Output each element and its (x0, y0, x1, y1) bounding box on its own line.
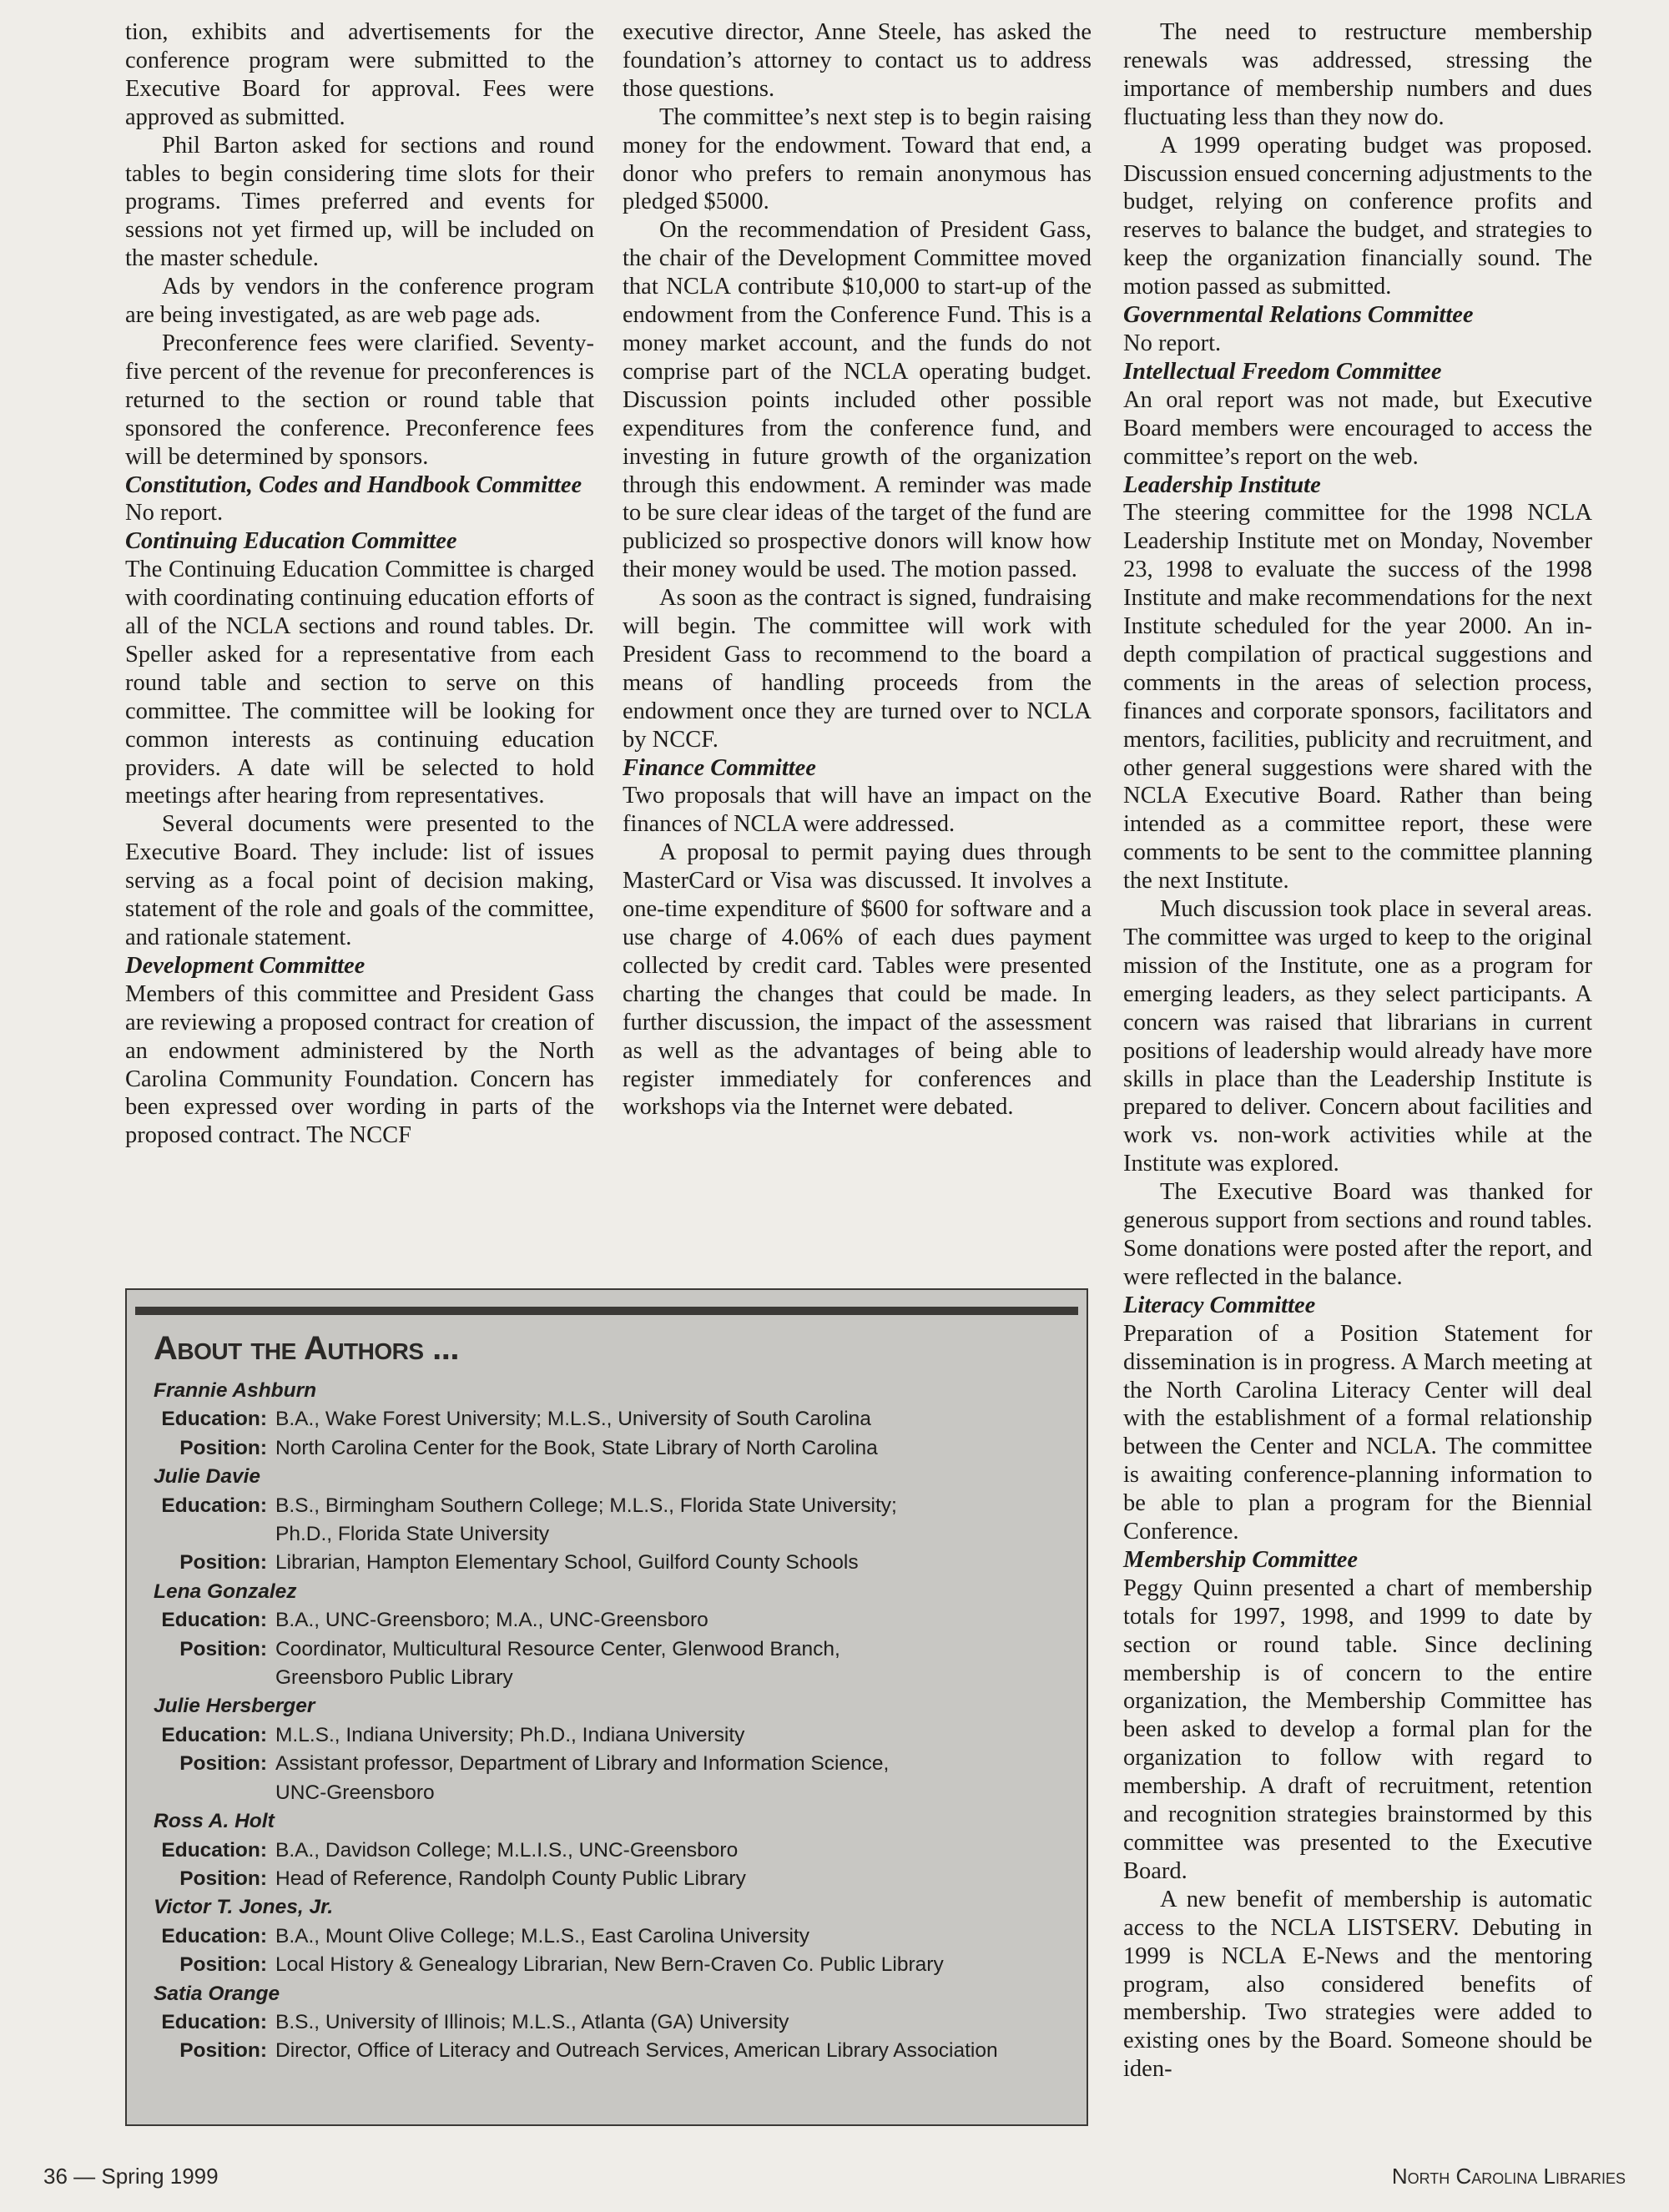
position-label: Position: (179, 1953, 267, 1977)
position-label: Position: (179, 2039, 267, 2063)
education-label: Education: (161, 1609, 267, 1632)
author-position-row (154, 1865, 1070, 1893)
education-value: B.S., Birmingham Southern College; M.L.S., Florida State University; (275, 1494, 897, 1517)
author-education-row (154, 1520, 1070, 1549)
education-label: Education: (161, 1723, 267, 1746)
folio-journal-title: North Carolina Libraries (1391, 2164, 1626, 2189)
author-name: Satia Orange (154, 1982, 280, 2005)
position-label: Position: (179, 1436, 267, 1459)
position-value: North Carolina Center for the Book, State Library of North Carolina (275, 1436, 878, 1459)
author-name: Lena Gonzalez (154, 1580, 297, 1603)
paragraph: The steering committee for the 1998 NCLA Leadership Institute met on Monday, November 23, 1998 to evaluate the success of the 1998 Institute and make recommendations for the next Institute scheduled for the year 2000. An in-depth compilation of practical suggestions and comments in the areas of selection process, finances and corporate sponsors, facilitators and mentors, facilities, publicity and recruitment, and other general suggestions were shared with the NCLA Executive Board. Rather than being intended as a committee report, these were comments to be sent to the committee planning the next Institute. (1123, 500, 1592, 894)
text-column-3 (1123, 18, 1592, 2084)
paragraph: An oral report was not made, but Executive Board members were encouraged to access the committee’s report on the web. (1123, 386, 1592, 470)
paragraph: As soon as the contract is signed, fundraising will begin. The committee will work with President Gass to recommend to the board a means of handling proceeds from the endowment once they are turned over to NCLA by NCCF. (623, 585, 1092, 753)
box-top-rule (135, 1307, 1078, 1315)
paragraph: A 1999 operating budget was proposed. Discussion ensued concerning adjustments to the budget, relying on conference profits and reserves to balance the budget, and strategies to keep the organization financially sound. The motion passed as submitted. (1123, 132, 1592, 300)
position-label (154, 1664, 275, 1692)
paragraph: Preconference fees were clarified. Seventy-five percent of the revenue for preconferences is returned to the section or round table that sponsored the conference. Preconference fees will be determined by sponsors. (125, 330, 594, 470)
author-education-row (154, 1721, 1070, 1750)
author-position-row (154, 1635, 1070, 1664)
position-value: Librarian, Hampton Elementary School, Guilford County Schools (275, 1551, 859, 1575)
paragraph: The Executive Board was thanked for generous support from sections and round tables. Some donations were posted after the report, and were reflected in the balance. (1123, 1179, 1592, 1290)
author-position-row (154, 1549, 1070, 1577)
education-label: Education: (161, 1838, 267, 1862)
paragraph: The Continuing Education Committee is charged with coordinating continuing education efforts of all of the NCLA sections and round tables. Dr. Speller asked for a representative from each round table and section to serve on this committee. The committee will be looking for common interests as continuing education providers. A date will be selected to hold meetings after hearing from representatives. (125, 557, 594, 809)
about-the-authors-box (125, 1288, 1088, 2126)
section-heading: Development Committee (125, 952, 366, 979)
position-value: Director, Office of Literacy and Outreach Services, American Library Association (275, 2039, 998, 2063)
author-position-row (154, 1664, 1070, 1692)
position-value: Local History & Genealogy Librarian, New Bern-Craven Co. Public Library (275, 1953, 944, 1977)
education-value: B.A., Wake Forest University; M.L.S., University of South Carolina (275, 1408, 871, 1431)
education-value: Ph.D., Florida State University (275, 1523, 550, 1546)
education-value: B.A., Davidson College; M.L.I.S., UNC-Greensboro (275, 1838, 739, 1862)
paragraph: A proposal to permit paying dues through MasterCard or Visa was discussed. It involves a one-time expenditure of $600 for software and a use charge of 4.06% of each dues payment collected by credit card. Tables were presented charting the changes that could be made. In further discussion, the impact of the assessment as well as the advantages of being able to register immediately for conferences and workshops via the Internet were debated. (623, 839, 1092, 1121)
section-heading: Leadership Institute (1123, 471, 1321, 498)
author-position-row (154, 2037, 1070, 2065)
author-education-row (154, 1492, 1070, 1520)
author-education-row (154, 2008, 1070, 2037)
position-label: Position: (179, 1752, 267, 1776)
section-heading: Intellectual Freedom Committee (1123, 358, 1442, 385)
paragraph: tion, exhibits and advertisements for the conference program were submitted to the Executive Board for approval. Fees were approved as submitted. (125, 19, 594, 130)
author-position-row (154, 1779, 1070, 1807)
paragraph: No report. (1123, 330, 1222, 356)
author-position-row (154, 1750, 1070, 1778)
position-label: Position: (179, 1551, 267, 1575)
paragraph: Ads by vendors in the conference program are being investigated, as are web page ads. (125, 274, 594, 329)
section-heading: Governmental Relations Committee (1123, 302, 1474, 329)
position-label (154, 1779, 275, 1807)
folio-page-issue: 36 — Spring 1999 (43, 2164, 219, 2189)
paragraph: Phil Barton asked for sections and round tables to begin considering time slots for their programs. Times preferred and events for sessions not yet firmed up, will be included on the master schedule. (125, 132, 594, 272)
author-name: Julie Davie (154, 1465, 261, 1489)
position-label: Position: (179, 1867, 267, 1890)
education-label: Education: (161, 1924, 267, 1947)
education-label (154, 1520, 275, 1549)
author-education-row (154, 1606, 1070, 1635)
text-column-1 (125, 18, 594, 1150)
section-heading: Finance Committee (623, 754, 816, 781)
education-value: M.L.S., Indiana University; Ph.D., Indiana University (275, 1723, 745, 1746)
authors-title: About the Authors ... (154, 1330, 460, 1367)
paragraph: The need to restructure membership renewals was addressed, stressing the importance of membership numbers and dues fluctuating less than they now do. (1123, 19, 1592, 130)
author-name: Frannie Ashburn (154, 1379, 317, 1402)
paragraph: Several documents were presented to the Executive Board. They include: list of issues serving as a focal point of decision making, statement of the role and goals of the committee, and rationale statement. (125, 811, 594, 950)
author-education-row (154, 1922, 1070, 1951)
text-column-2 (623, 18, 1092, 1121)
paragraph: No report. (125, 500, 224, 527)
paragraph: The committee’s next step is to begin raising money for the endowment. Toward that end, a donor who prefers to remain anonymous has pledged $5000. (623, 103, 1092, 215)
education-label: Education: (161, 1408, 267, 1431)
position-value: Greensboro Public Library (275, 1666, 513, 1690)
paragraph: Preparation of a Position Statement for dissemination is in progress. A March meeting at the North Carolina Literacy Center will deal with the establishment of a formal relationship between the Center and NCLA. The committee is awaiting conference-planning information to be able to plan a program for the Biennial Conference. (1123, 1320, 1592, 1545)
position-label: Position: (179, 1637, 267, 1660)
paragraph: On the recommendation of President Gass, the chair of the Development Committee moved that NCLA contribute $10,000 to start-up of the endowment from the Conference Fund. This is a money market account, and the funds do not comprise part of the NCLA operating budget. Discussion points included other possible expenditures from the conference fund, and investing in future growth of the organization through this endowment. A reminder was made to be sure clear ideas of the target of the fund are publicized so prospective donors will know how their money would be used. The motion passed. (623, 217, 1092, 583)
education-value: B.A., UNC-Greensboro; M.A., UNC-Greensboro (275, 1609, 708, 1632)
section-heading: Continuing Education Committee (125, 528, 457, 555)
author-name: Victor T. Jones, Jr. (154, 1896, 334, 1919)
position-value: Head of Reference, Randolph County Public Library (275, 1867, 746, 1890)
author-name: Julie Hersberger (154, 1695, 315, 1718)
paragraph: Much discussion took place in several areas. The committee was urged to keep to the original mission of the Institute, one as a program for emerging leaders, as they select participants. A concern was raised that librarians in current positions of leadership would already have more skills in place than the Leadership Institute is prepared to deliver. Concern about facilities and work vs. non-work activities while at the Institute was explored. (1123, 896, 1592, 1177)
section-heading: Membership Committee (1123, 1546, 1359, 1573)
author-position-row (154, 1951, 1070, 1979)
author-entries (154, 1377, 1070, 2066)
education-value: B.A., Mount Olive College; M.L.S., East Carolina University (275, 1924, 809, 1947)
education-label: Education: (161, 1494, 267, 1517)
author-education-row (154, 1405, 1070, 1434)
education-label: Education: (161, 2010, 267, 2033)
section-heading: Constitution, Codes and Handbook Committee (125, 471, 582, 498)
education-value: B.S., University of Illinois; M.L.S., Atlanta (GA) University (275, 2010, 789, 2033)
paragraph: Members of this committee and President Gass are reviewing a proposed contract for creation of an endowment administered by the North Carolina Community Foundation. Concern has been expressed over wording in parts of the proposed contract. The NCCF (125, 980, 594, 1149)
paragraph: Two proposals that will have an impact on the finances of NCLA were addressed. (623, 783, 1092, 838)
section-heading: Literacy Committee (1123, 1292, 1316, 1318)
paragraph: executive director, Anne Steele, has asked the foundation’s attorney to contact us to address those questions. (623, 19, 1092, 102)
author-position-row (154, 1434, 1070, 1463)
paragraph: A new benefit of membership is automatic access to the NCLA LISTSERV. Debuting in 1999 is NCLA E-News and the mentoring program, also considered benefits of membership. Two strategies were added to existing ones by the Board. Someone should be iden- (1123, 1886, 1592, 2083)
position-value: UNC-Greensboro (275, 1781, 435, 1804)
position-value: Coordinator, Multicultural Resource Center, Glenwood Branch, (275, 1637, 840, 1660)
paragraph: Peggy Quinn presented a chart of membership totals for 1997, 1998, and 1999 to date by section or round table. Since declining membership is of concern to the entire organization, the Membership Committee has been asked to develop a formal plan for the organization to follow with regard to membership. A draft of recruitment, retention and recognition strategies brainstormed by this committee was presented to the Executive Board. (1123, 1575, 1592, 1884)
author-name: Ross A. Holt (154, 1810, 275, 1833)
author-education-row (154, 1837, 1070, 1865)
position-value: Assistant professor, Department of Library and Information Science, (275, 1752, 890, 1776)
